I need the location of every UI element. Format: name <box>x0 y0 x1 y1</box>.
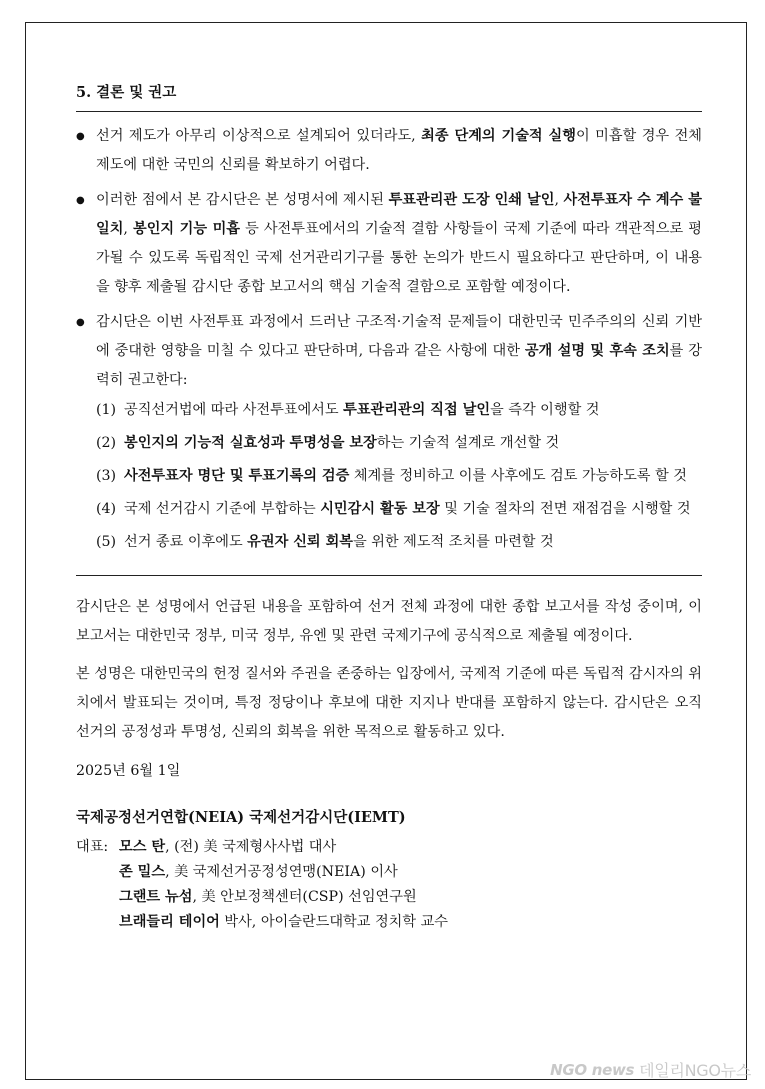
signatory-name: 그랜트 뉴섬 <box>119 889 193 905</box>
signatory-title: , 美 안보정책센터(CSP) 선임연구원 <box>192 889 417 905</box>
emphasis-text: 사전투표자 수 계수 불일치 <box>96 192 702 237</box>
recommendation-item <box>96 462 702 491</box>
emphasis-text: 사전투표자 명단 및 투표기록의 검증 <box>124 468 350 484</box>
bullet-item <box>76 186 702 302</box>
bullet-item <box>76 122 702 180</box>
emphasis-text: 투표관리관 도장 인쇄 날인 <box>388 192 555 208</box>
signatory-row <box>76 860 702 885</box>
body-text: 선거 제도가 아무리 이상적으로 설계되어 있더라도, <box>96 128 422 144</box>
signatory-title: , (전) 美 국제형사사법 대사 <box>165 839 337 855</box>
section-heading: 5. 결론 및 권고 <box>76 84 177 101</box>
emphasis-text: 공개 설명 및 후속 조치 <box>524 343 670 359</box>
body-text: 을 즉각 이행할 것 <box>490 402 600 418</box>
body-text: 이러한 점에서 본 감시단은 본 성명서에 제시된 <box>96 192 389 208</box>
recommendation-list <box>96 396 702 557</box>
recommendation-item <box>96 528 702 557</box>
section-divider <box>76 575 702 576</box>
signatory-row <box>76 910 702 935</box>
organization-name: 국제공정선거연합(NEIA) 국제선거감시단(IEMT) <box>76 809 406 826</box>
emphasis-text: 유권자 신뢰 회복 <box>247 534 353 550</box>
signatory-title: 박사, 아이슬란드대학교 정치학 교수 <box>219 914 449 930</box>
report-paragraph: 감시단은 본 성명에서 언급된 내용을 포함하여 선거 전체 과정에 대한 종합 보고서를 작성 중이며, 이 보고서는 대한민국 정부, 미국 정부, 유엔 및 관련 국제기구에 공식적으로 제출될 예정이다. <box>76 599 702 644</box>
body-text: 감시단은 이번 사전투표 과정에서 드러난 구조적·기술적 문제들이 대한민국 민주주의의 신뢰 기반에 중대한 영향을 미칠 수 있다고 판단하며, 다음과 같은 사항에 대한 <box>96 314 702 359</box>
item-text <box>124 402 600 418</box>
representative-label: 대표: <box>76 839 109 855</box>
heading-divider <box>76 111 702 112</box>
bullet-text <box>96 314 702 388</box>
item-number: (5) <box>96 534 117 550</box>
bullet-item <box>76 308 702 557</box>
emphasis-text: 최종 단계의 기술적 실행 <box>421 128 576 144</box>
emphasis-text: 봉인지 기능 미흡 <box>133 221 240 237</box>
neutrality-paragraph: 본 성명은 대한민국의 헌정 질서와 주권을 존중하는 입장에서, 국제적 기준에 따른 독립적 감시자의 위치에서 발표되는 것이며, 특정 정당이나 후보에 대한 지지나 반대를 포함하지 않는다. 감시단은 오직 선거의 공정성과 투명성, 신뢰의 회복을 위한 목적으로 활동하고 있다. <box>76 666 702 740</box>
item-text <box>124 534 554 550</box>
recommendation-bullets <box>76 122 702 557</box>
body-text: 체계를 정비하고 이를 사후에도 검토 가능하도록 할 것 <box>349 468 687 484</box>
body-text: , <box>554 192 564 208</box>
signatory-row <box>76 835 702 860</box>
emphasis-text: 시민감시 활동 보장 <box>320 501 440 517</box>
signatory-name: 모스 탄 <box>119 839 166 855</box>
signatory-row <box>76 885 702 910</box>
item-text <box>124 468 687 484</box>
signatory-title: , 美 국제선거공정성연맹(NEIA) 이사 <box>165 864 398 880</box>
statement-date: 2025년 6월 1일 <box>76 763 181 779</box>
body-text: , <box>123 221 134 237</box>
item-text <box>124 501 691 517</box>
body-text: 국제 선거감시 기준에 부합하는 <box>124 501 321 517</box>
watermark-text: 데일리NGO뉴스 <box>639 1061 751 1080</box>
recommendation-item <box>96 429 702 458</box>
watermark-logo: NGO news <box>550 1060 635 1079</box>
item-number: (3) <box>96 468 117 484</box>
body-text: 공직선거법에 따라 사전투표에서도 <box>124 402 344 418</box>
body-text: 를 강력히 권고한다: <box>96 343 703 388</box>
news-watermark <box>550 1058 751 1081</box>
item-number: (1) <box>96 402 117 418</box>
item-number: (4) <box>96 501 117 517</box>
item-text <box>124 435 559 451</box>
body-text: 등 사전투표에서의 기술적 결함 사항들이 국제 기준에 따라 객관적으로 평가될 수 있도록 독립적인 국제 선거관리기구를 통한 논의가 반드시 필요하다고 판단하며, 이 내용을 향후 제출될 감시단 종합 보고서의 핵심 기술적 결함으로 포함할 예정이다. <box>96 221 702 295</box>
document-content <box>76 81 702 935</box>
emphasis-text: 봉인지의 기능적 실효성과 투명성을 보장 <box>124 435 377 451</box>
body-text: 이 미흡할 경우 전체 제도에 대한 국민의 신뢰를 확보하기 어렵다. <box>96 128 702 173</box>
document-page <box>25 22 747 1080</box>
recommendation-item <box>96 495 702 524</box>
body-text: 하는 기술적 설계로 개선할 것 <box>376 435 560 451</box>
signatory-name: 브래들리 테이어 <box>119 914 220 930</box>
recommendation-item <box>96 396 702 425</box>
body-text: 및 기술 절차의 전면 재점검을 시행할 것 <box>439 501 691 517</box>
signatories <box>76 835 702 935</box>
signatory-name: 존 밀스 <box>119 864 166 880</box>
body-text: 선거 종료 이후에도 <box>124 534 248 550</box>
body-text: 을 위한 제도적 조치를 마련할 것 <box>353 534 554 550</box>
item-number: (2) <box>96 435 117 451</box>
emphasis-text: 투표관리관의 직접 날인 <box>343 402 491 418</box>
